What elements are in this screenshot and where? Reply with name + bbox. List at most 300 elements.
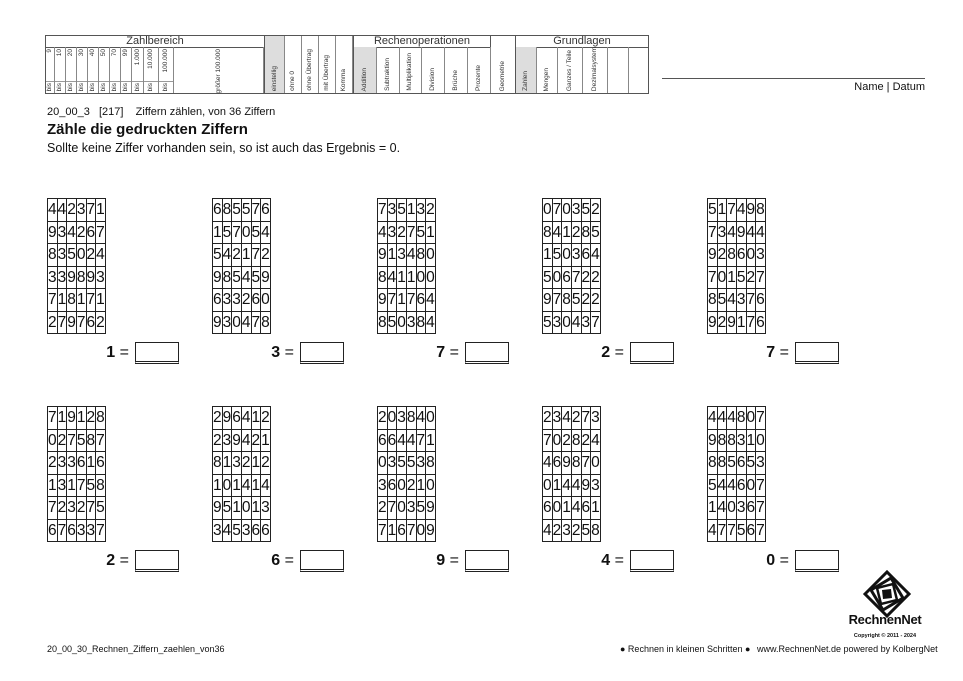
grundlagen-label-2: Ganzes / Teile (565, 49, 573, 91)
digit-cell: 8 (727, 429, 737, 452)
digit-cell: 3 (571, 244, 581, 267)
digit-cell: 3 (67, 497, 77, 520)
zahlbereich-col-3-label: 30 (77, 49, 85, 57)
digit-cell: 8 (571, 452, 581, 475)
digit-cell: 1 (232, 497, 242, 520)
digit-cell: 8 (426, 452, 436, 475)
digit-cell: 6 (543, 497, 553, 520)
equals-sign: = (449, 344, 459, 361)
digit-cell: 8 (727, 244, 737, 267)
digit-cell: 0 (727, 497, 737, 520)
target-digit-label (47, 344, 129, 362)
digit-cell: 0 (746, 474, 756, 497)
digit-cell: 5 (96, 497, 106, 520)
digit-cell: 2 (591, 289, 601, 312)
digit-cell: 7 (591, 311, 601, 334)
digit-cell: 7 (756, 474, 766, 497)
digit-cell: 5 (416, 497, 426, 520)
digit-cell: 2 (48, 311, 58, 334)
digit-cell: 7 (756, 266, 766, 289)
equals-sign: = (449, 552, 459, 569)
digit-cell: 7 (48, 407, 58, 430)
page-title: Zähle die gedruckten Ziffern (47, 121, 248, 138)
digit-cell: 3 (213, 519, 223, 542)
digit-cell: 2 (591, 266, 601, 289)
digit-cell: 8 (76, 266, 86, 289)
digit-cell: 4 (736, 199, 746, 222)
answer-box[interactable] (135, 550, 179, 572)
digit-cell: 8 (416, 244, 426, 267)
digit-cell: 7 (48, 497, 58, 520)
target-digit-label (707, 344, 789, 362)
rechenoperation-label-3: Division (429, 68, 437, 91)
digit-cell: 7 (96, 519, 106, 542)
footer-slogan: ● Rechnen in kleinen Schritten ● (620, 644, 751, 654)
zahlbereich-col-6 (110, 47, 121, 93)
digit-cell: 2 (213, 429, 223, 452)
digit-cell: 2 (406, 474, 416, 497)
zahlbereich-col-7-label: 99 (121, 49, 129, 57)
digit-cell: 8 (543, 221, 553, 244)
digit-cell: 1 (261, 429, 271, 452)
rechnennet-logo-icon (842, 570, 922, 640)
zahlbereich-col-10-label: 100.000 (161, 49, 169, 73)
digit-cell: 5 (241, 199, 251, 222)
digit-cell: 3 (736, 497, 746, 520)
digit-cell: 3 (406, 497, 416, 520)
zahlbereich-col-4 (88, 47, 99, 93)
digit-cell: 2 (57, 497, 67, 520)
digit-cell: 7 (378, 199, 388, 222)
digit-cell: 1 (397, 266, 407, 289)
digit-cell: 7 (57, 519, 67, 542)
digit-cell: 1 (251, 407, 261, 430)
digit-cell: 4 (746, 221, 756, 244)
digit-cell: 0 (387, 407, 397, 430)
digit-cell: 0 (717, 266, 727, 289)
digit-cell: 2 (96, 311, 106, 334)
digit-cell: 8 (708, 289, 718, 312)
geometrie-col (491, 36, 515, 93)
answer-box[interactable] (465, 342, 509, 364)
digit-cell: 8 (717, 429, 727, 452)
rechenoperation-label-1: Subtraktion (383, 58, 391, 91)
digit-cell: 5 (736, 266, 746, 289)
zahlbereich-col-9-label: 10.000 (146, 49, 154, 69)
equals-sign: = (614, 344, 624, 361)
digit-cell: 8 (581, 221, 591, 244)
digit-cell: 3 (416, 452, 426, 475)
digit-cell: 5 (543, 266, 553, 289)
equals-sign: = (119, 344, 129, 361)
target-digit: 0 (766, 552, 776, 569)
digit-cell: 5 (86, 474, 96, 497)
rechenoperation-label-0: Addition (360, 67, 368, 91)
digit-cell: 3 (552, 311, 562, 334)
digit-cell: 7 (251, 311, 261, 334)
answer-box[interactable] (465, 550, 509, 572)
digit-cell: 3 (76, 199, 86, 222)
digit-cell: 7 (76, 474, 86, 497)
digit-cell: 1 (416, 474, 426, 497)
digit-cell: 6 (387, 429, 397, 452)
digit-cell: 7 (86, 199, 96, 222)
digit-cell: 4 (67, 221, 77, 244)
grundlagen-col-2 (558, 47, 583, 93)
digit-cell: 6 (86, 311, 96, 334)
grundlagen-col-0 (516, 47, 537, 93)
digit-cell: 5 (736, 519, 746, 542)
digit-cell: 0 (397, 497, 407, 520)
digit-cell: 7 (86, 497, 96, 520)
digit-cell: 8 (416, 311, 426, 334)
grundlagen-label-0: Zahlen (521, 71, 529, 91)
digit-cell: 9 (232, 429, 242, 452)
target-digit: 4 (601, 552, 611, 569)
digit-cell: 4 (717, 407, 727, 430)
digit-cell: 0 (562, 199, 572, 222)
digit-cell: 7 (543, 429, 553, 452)
digit-cell: 3 (241, 519, 251, 542)
digit-cell: 2 (76, 497, 86, 520)
digit-cell: 4 (222, 244, 232, 267)
digit-cell: 0 (397, 311, 407, 334)
digit-cell: 0 (241, 497, 251, 520)
target-digit: 6 (271, 552, 281, 569)
digit-cell: 1 (67, 474, 77, 497)
digit-cell: 4 (241, 311, 251, 334)
digit-cell: 8 (708, 452, 718, 475)
answer-box[interactable] (300, 342, 344, 364)
digit-cell: 9 (736, 221, 746, 244)
digit-cell: 5 (232, 519, 242, 542)
zahlbereich-col-10 (159, 47, 174, 93)
digit-cell: 9 (67, 266, 77, 289)
digit-cell: 7 (571, 266, 581, 289)
digit-cell: 8 (213, 452, 223, 475)
digit-cell: 7 (708, 266, 718, 289)
digit-cell: 4 (708, 407, 718, 430)
digit-cell: 4 (241, 474, 251, 497)
digit-cell: 6 (746, 497, 756, 520)
rechenoperation-col-5 (468, 47, 491, 93)
digit-cell: 7 (552, 199, 562, 222)
digit-cell: 6 (213, 289, 223, 312)
digit-cell: 6 (232, 407, 242, 430)
digit-cell: 2 (251, 429, 261, 452)
zahlbereich-col-8-label: 1.000 (133, 49, 141, 66)
digit-cell: 5 (581, 519, 591, 542)
rechenoperationen-title: Rechenoperationen (354, 36, 490, 48)
digit-cell: 2 (241, 289, 251, 312)
digit-cell: 5 (543, 311, 553, 334)
digit-cell: 8 (86, 429, 96, 452)
digit-cell: 3 (717, 221, 727, 244)
digit-cell: 1 (746, 429, 756, 452)
digit-cell: 4 (387, 266, 397, 289)
equals-sign: = (614, 552, 624, 569)
digit-grid (47, 406, 106, 542)
answer-box[interactable] (795, 550, 839, 572)
digit-cell: 7 (717, 519, 727, 542)
digit-cell: 7 (406, 289, 416, 312)
extra-col-1-label: ohne 0 (288, 71, 296, 91)
digit-cell: 1 (57, 289, 67, 312)
digit-cell: 0 (543, 199, 553, 222)
answer-box[interactable] (135, 342, 179, 364)
digit-cell: 7 (96, 429, 106, 452)
zahlbereich-col-6-bis: bis (110, 82, 118, 91)
digit-cell: 5 (397, 452, 407, 475)
digit-cell: 1 (736, 311, 746, 334)
worksheet-meta: 20_00_3 [217] Ziffern zählen, von 36 Ziffern (47, 106, 276, 118)
digit-cell: 2 (213, 407, 223, 430)
digit-cell: 7 (251, 199, 261, 222)
digit-cell: 2 (261, 244, 271, 267)
digit-cell: 7 (756, 519, 766, 542)
digit-cell: 5 (232, 266, 242, 289)
digit-cell: 3 (562, 519, 572, 542)
rechenoperation-label-2: Multiplikation (406, 53, 414, 91)
zahlbereich-col-1-bis: bis (55, 82, 63, 91)
digit-cell: 2 (571, 519, 581, 542)
digit-cell: 9 (746, 199, 756, 222)
digit-cell: 6 (86, 221, 96, 244)
target-digit-label (377, 552, 459, 570)
digit-cell: 3 (387, 452, 397, 475)
digit-cell: 4 (708, 519, 718, 542)
digit-cell: 6 (48, 519, 58, 542)
zahlbereich-col-8 (132, 47, 144, 93)
digit-cell: 3 (57, 244, 67, 267)
digit-cell: 1 (397, 289, 407, 312)
zahlbereich-col-0-label: 9 (45, 49, 53, 53)
digit-cell: 3 (57, 452, 67, 475)
digit-cell: 4 (406, 244, 416, 267)
digit-cell: 5 (387, 311, 397, 334)
zahlbereich-col-6-label: 70 (110, 49, 118, 57)
digit-cell: 1 (222, 452, 232, 475)
answer-box[interactable] (630, 342, 674, 364)
digit-cell: 8 (591, 519, 601, 542)
answer-box[interactable] (300, 550, 344, 572)
digit-cell: 2 (48, 452, 58, 475)
zahlbereich-col-8-bis: bis (133, 82, 141, 91)
digit-cell: 8 (562, 289, 572, 312)
digit-cell: 0 (397, 474, 407, 497)
digit-cell: 5 (727, 452, 737, 475)
digit-cell: 7 (76, 311, 86, 334)
zahlbereich-col-9 (144, 47, 159, 93)
digit-cell: 0 (562, 244, 572, 267)
digit-cell: 1 (552, 474, 562, 497)
equals-sign: = (284, 344, 294, 361)
digit-cell: 0 (76, 244, 86, 267)
digit-cell: 9 (426, 519, 436, 542)
digit-cell: 0 (746, 407, 756, 430)
digit-cell: 3 (57, 474, 67, 497)
digit-cell: 2 (552, 519, 562, 542)
footer-website[interactable]: www.RechnenNet.de powered by KolbergNet (757, 644, 938, 654)
digit-cell: 3 (378, 474, 388, 497)
instruction-text: Sollte keine Ziffer vorhanden sein, so ist auch das Ergebnis = 0. (47, 141, 401, 155)
digit-cell: 9 (213, 311, 223, 334)
zahlbereich-col-5 (99, 47, 110, 93)
digit-cell: 0 (756, 429, 766, 452)
digit-cell: 1 (591, 497, 601, 520)
footer-filename: 20_00_30_Rechnen_Ziffern_zaehlen_von36 (47, 644, 225, 654)
digit-cell: 6 (746, 519, 756, 542)
digit-cell: 0 (746, 244, 756, 267)
digit-cell: 1 (387, 519, 397, 542)
extra-columns-table (265, 35, 354, 94)
digit-cell: 8 (571, 429, 581, 452)
digit-cell: 4 (426, 311, 436, 334)
extra-col-0-label: einstellig (270, 65, 278, 91)
digit-grid (542, 198, 601, 334)
digit-cell: 7 (57, 311, 67, 334)
digit-cell: 3 (57, 266, 67, 289)
zahlbereich-col-7 (121, 47, 132, 93)
digit-cell: 9 (708, 244, 718, 267)
equals-sign: = (779, 344, 789, 361)
digit-cell: 1 (406, 199, 416, 222)
digit-cell: 4 (591, 244, 601, 267)
equals-sign: = (119, 552, 129, 569)
logo-text: RechnenNet (848, 612, 922, 627)
digit-cell: 9 (562, 452, 572, 475)
copyright-text: Copyright © 2011 - 2024 (853, 633, 917, 639)
digit-cell: 9 (261, 266, 271, 289)
equals-sign: = (779, 552, 789, 569)
answer-box[interactable] (630, 550, 674, 572)
digit-cell: 7 (67, 429, 77, 452)
digit-cell: 4 (222, 519, 232, 542)
zahlbereich-col-5-label: 50 (99, 49, 107, 57)
target-digit-label (377, 344, 459, 362)
digit-cell: 7 (406, 519, 416, 542)
digit-cell: 0 (416, 519, 426, 542)
digit-cell: 4 (426, 289, 436, 312)
digit-cell: 4 (543, 519, 553, 542)
digit-cell: 0 (426, 407, 436, 430)
digit-cell: 2 (591, 199, 601, 222)
digit-cell: 3 (67, 452, 77, 475)
digit-cell: 4 (57, 199, 67, 222)
digit-cell: 7 (232, 221, 242, 244)
digit-cell: 2 (76, 221, 86, 244)
answer-box[interactable] (795, 342, 839, 364)
digit-cell: 3 (591, 407, 601, 430)
digit-cell: 9 (67, 407, 77, 430)
digit-cell: 1 (251, 474, 261, 497)
digit-cell: 1 (426, 221, 436, 244)
digit-cell: 1 (76, 289, 86, 312)
digit-cell: 3 (552, 407, 562, 430)
digit-cell: 7 (756, 407, 766, 430)
digit-cell: 4 (727, 474, 737, 497)
digit-cell: 6 (387, 474, 397, 497)
digit-cell: 8 (67, 289, 77, 312)
zahlbereich-col-4-label: 40 (88, 49, 96, 57)
digit-cell: 2 (562, 429, 572, 452)
target-digit: 1 (106, 344, 116, 361)
zahlbereich-col-3 (77, 47, 88, 93)
digit-cell: 5 (251, 266, 261, 289)
digit-cell: 9 (708, 429, 718, 452)
digit-cell: 3 (756, 244, 766, 267)
grundlagen-col-3 (583, 47, 608, 93)
digit-cell: 1 (426, 429, 436, 452)
digit-cell: 2 (86, 244, 96, 267)
digit-cell: 4 (397, 429, 407, 452)
digit-cell: 7 (581, 407, 591, 430)
digit-cell: 2 (261, 452, 271, 475)
digit-cell: 6 (736, 244, 746, 267)
zahlbereich-col-11 (174, 47, 264, 93)
grundlagen-table (516, 35, 649, 94)
rechenoperation-col-4 (445, 47, 468, 93)
digit-cell: 2 (232, 244, 242, 267)
digit-cell: 6 (736, 452, 746, 475)
zahlbereich-col-9-bis: bis (146, 82, 154, 91)
digit-cell: 6 (581, 497, 591, 520)
digit-cell: 4 (241, 266, 251, 289)
digit-cell: 7 (552, 289, 562, 312)
digit-cell: 3 (76, 519, 86, 542)
digit-cell: 5 (717, 289, 727, 312)
digit-cell: 2 (717, 311, 727, 334)
digit-cell: 4 (261, 221, 271, 244)
digit-cell: 1 (241, 244, 251, 267)
digit-cell: 4 (96, 244, 106, 267)
digit-cell: 1 (562, 221, 572, 244)
digit-cell: 4 (378, 221, 388, 244)
digit-cell: 6 (251, 289, 261, 312)
digit-cell: 4 (571, 311, 581, 334)
digit-cell: 0 (591, 452, 601, 475)
zahlbereich-col-2 (66, 47, 77, 93)
grundlagen-title: Grundlagen (516, 36, 648, 48)
digit-cell: 3 (416, 199, 426, 222)
digit-cell: 3 (86, 519, 96, 542)
digit-cell: 0 (222, 474, 232, 497)
zahlbereich-col-0-bis: bis (45, 82, 53, 91)
digit-cell: 9 (222, 407, 232, 430)
digit-cell: 0 (552, 266, 562, 289)
digit-cell: 4 (261, 474, 271, 497)
digit-cell: 8 (378, 266, 388, 289)
target-digit-label (47, 552, 129, 570)
digit-cell: 2 (746, 266, 756, 289)
digit-cell: 6 (552, 452, 562, 475)
digit-cell: 6 (397, 519, 407, 542)
digit-cell: 2 (86, 407, 96, 430)
digit-cell: 5 (571, 289, 581, 312)
digit-cell: 7 (746, 311, 756, 334)
digit-cell: 5 (222, 221, 232, 244)
digit-cell: 5 (708, 474, 718, 497)
digit-cell: 2 (397, 221, 407, 244)
rechenoperation-col-1 (377, 47, 400, 93)
digit-cell: 3 (397, 244, 407, 267)
digit-cell: 0 (552, 497, 562, 520)
digit-cell: 6 (416, 289, 426, 312)
digit-cell: 1 (76, 407, 86, 430)
digit-cell: 5 (67, 244, 77, 267)
digit-cell: 3 (397, 407, 407, 430)
digit-cell: 7 (48, 289, 58, 312)
